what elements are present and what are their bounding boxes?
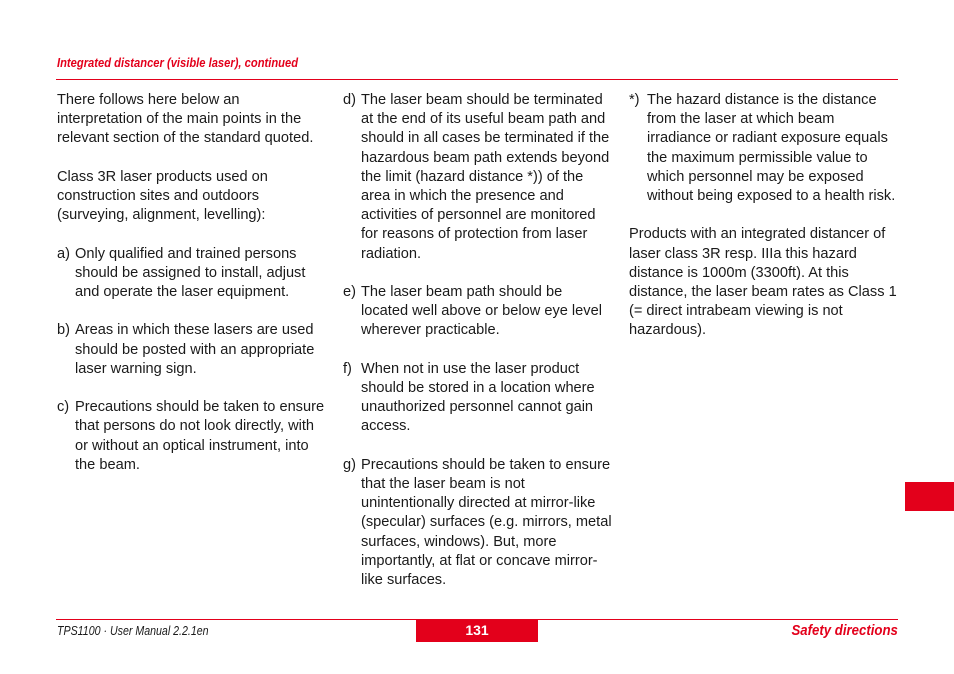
footnote-hazard-distance	[629, 91, 901, 206]
list-item-g	[343, 456, 613, 590]
list-marker: e)	[343, 284, 356, 301]
list-text: The laser beam path should be located well above or below eye level wherever practicable.	[361, 284, 602, 339]
list-text: When not in use the laser product should be stored in a location where unauthorized personnel cannot gain access.	[361, 360, 595, 435]
column-1	[57, 91, 327, 494]
list-text: Areas in which these lasers are used should be posted with an appropriate laser warning sign.	[75, 322, 315, 377]
section-tab-marker	[905, 482, 954, 511]
list-marker: a)	[57, 245, 70, 262]
list-marker: c)	[57, 399, 70, 416]
list-text: The laser beam should be terminated at the end of its useful beam path and should in all cases be terminated if the hazardous beam path extends beyond the limit (hazard distance *)) of the area in which the presence and activities of personnel are monitored for reasons of protection from laser radiation.	[361, 92, 610, 262]
list-text: Only qualified and trained persons should be assigned to install, adjust and operate the laser equipment.	[75, 245, 306, 300]
column-2	[343, 91, 613, 609]
list-marker: g)	[343, 456, 356, 473]
list-item-f	[343, 360, 613, 437]
manual-reference: TPS1100 · User Manual 2.2.1en	[57, 624, 209, 638]
footnote-text: The hazard distance is the distance from the laser at which beam irradiance or radiant exposure equals the maximum permissible value to which personnel may be exposed without being exposed to a health risk.	[647, 92, 896, 205]
page-number: 131	[416, 620, 538, 642]
column-3	[629, 91, 901, 360]
list-item-e	[343, 283, 613, 341]
list-item-a	[57, 245, 327, 303]
list-marker: d)	[343, 92, 356, 108]
footnote-marker: *)	[629, 92, 640, 108]
list-item-b	[57, 321, 327, 379]
running-header: Integrated distancer (visible laser), continued	[57, 55, 299, 70]
intro-paragraph: There follows here below an interpretation of the main points in the relevant section of the standard quoted.	[57, 92, 314, 147]
list-item-d	[343, 91, 613, 264]
class-intro-paragraph: Class 3R laser products used on construction sites and outdoors (surveying, alignment, levelling):	[57, 168, 268, 224]
list-item-c	[57, 398, 327, 475]
section-title: Safety directions	[791, 622, 898, 639]
list-text: Precautions should be taken to ensure that the laser beam is not unintentionally directed at mirror-like (specular) surfaces (e.g. mirrors, metal surfaces, windows). But, more importantly, at flat or concave mirror-like surfaces.	[361, 456, 612, 589]
list-marker: f)	[343, 360, 352, 377]
list-text: Precautions should be taken to ensure that persons do not look directly, with or without an optical instrument, into the beam.	[75, 399, 325, 473]
list-marker: b)	[57, 322, 70, 339]
header-rule	[56, 79, 898, 80]
distancer-paragraph: Products with an integrated distancer of laser class 3R resp. IIIa this hazard distance is 1000m (3300ft). At this distance, the laser beam rates as Class 1 (= direct intrabeam viewing is not hazardous).	[629, 226, 897, 339]
